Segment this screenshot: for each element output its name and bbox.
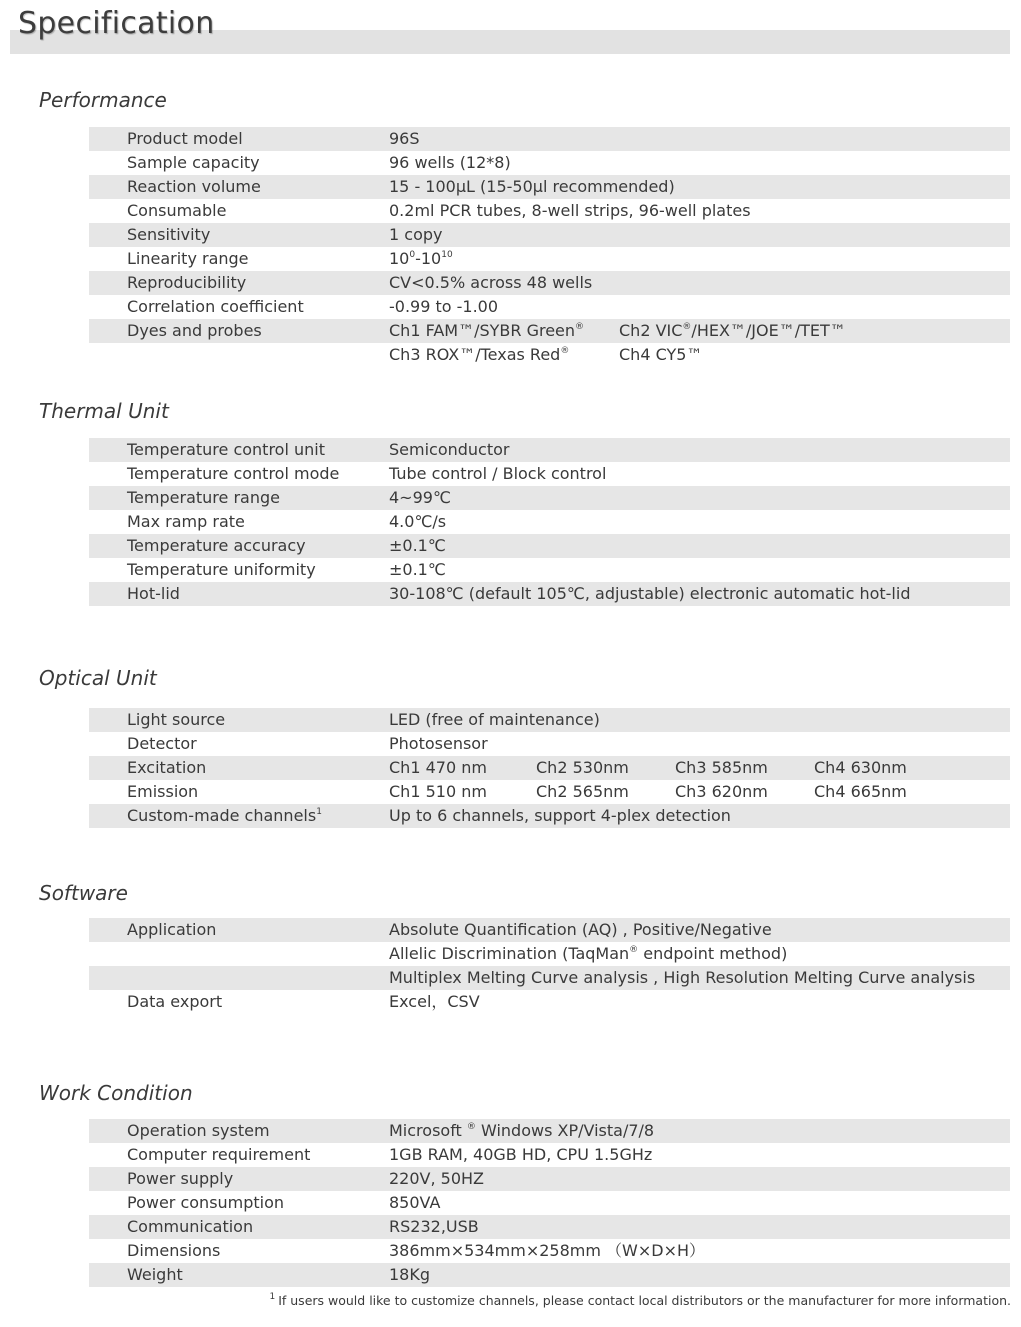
registered-mark: ® — [575, 322, 585, 332]
dye-ch3-text: Ch3 ROX™/Texas Red — [389, 345, 561, 364]
table-row — [89, 1263, 1010, 1287]
row-label: Excitation — [127, 758, 207, 777]
custom-channels-label: Custom-made channels — [127, 806, 317, 825]
row-label: Temperature control unit — [127, 440, 325, 459]
row-label: Computer requirement — [127, 1145, 311, 1164]
table-row — [89, 1143, 1010, 1167]
app-line2-b: endpoint method) — [638, 944, 788, 963]
footnote — [269, 1293, 1011, 1308]
row-value: Absolute Quantification (AQ) , Positive/Negative — [389, 920, 772, 939]
app-line2-a: Allelic Discrimination (TaqMan — [389, 944, 630, 963]
excitation-ch1: Ch1 470 nm — [389, 758, 487, 777]
footnote-text: If users would like to customize channels, please contact local distributors or the manufacturer for more information. — [278, 1293, 1011, 1308]
row-label: Power consumption — [127, 1193, 285, 1212]
row-label: Communication — [127, 1217, 254, 1236]
row-value: 386mm×534mm×258mm （W×D×H） — [389, 1241, 706, 1260]
row-value: ±0.1℃ — [389, 536, 446, 555]
table-row — [89, 271, 1010, 295]
registered-mark: ® — [629, 945, 639, 955]
table-row — [89, 175, 1010, 199]
row-label: Temperature uniformity — [127, 560, 316, 579]
table-row — [89, 295, 1010, 319]
row-value: 850VA — [389, 1193, 441, 1212]
emission-ch4: Ch4 665nm — [814, 782, 907, 801]
row-label: Temperature accuracy — [127, 536, 306, 555]
row-value: -0.99 to -1.00 — [389, 297, 499, 316]
row-value: RS232,USB — [389, 1217, 479, 1236]
linearity-base1: 10 — [389, 249, 410, 268]
registered-mark: ® — [682, 322, 692, 332]
table-row — [89, 804, 1010, 828]
emission-ch3: Ch3 620nm — [675, 782, 768, 801]
software-table — [89, 918, 1010, 1014]
linearity-exp1: 0 — [409, 250, 416, 260]
dye-ch2-text-a: Ch2 VIC — [619, 321, 683, 340]
table-row — [89, 582, 1010, 606]
footnote-mark: 1 — [269, 1292, 276, 1302]
table-row — [89, 510, 1010, 534]
row-value: Tube control / Block control — [389, 464, 607, 483]
row-value: 4.0℃/s — [389, 512, 447, 531]
table-row — [89, 319, 1010, 343]
row-label: Detector — [127, 734, 197, 753]
table-row — [89, 1119, 1010, 1143]
row-label: Temperature control mode — [127, 464, 340, 483]
thermal-table — [89, 438, 1010, 606]
table-row — [89, 918, 1010, 942]
row-value: 1 copy — [389, 225, 443, 244]
linearity-exp2: 10 — [441, 250, 453, 260]
linearity-sep: - — [415, 249, 421, 268]
table-row — [89, 1215, 1010, 1239]
row-value: 220V, 50HZ — [389, 1169, 485, 1188]
table-row — [89, 462, 1010, 486]
table-row — [89, 223, 1010, 247]
row-label: Reaction volume — [127, 177, 261, 196]
table-row — [89, 942, 1010, 966]
row-value: Up to 6 channels, support 4-plex detection — [389, 806, 731, 825]
row-label: Consumable — [127, 201, 227, 220]
section-title-work-condition: Work Condition — [39, 1081, 193, 1105]
row-value — [389, 1119, 654, 1143]
table-row — [89, 151, 1010, 175]
work-condition-table — [89, 1119, 1010, 1287]
dye-ch3 — [389, 343, 569, 367]
row-label: Operation system — [127, 1121, 270, 1140]
emission-ch2: Ch2 565nm — [536, 782, 629, 801]
row-label: Temperature range — [127, 488, 280, 507]
dye-ch1 — [389, 319, 584, 343]
row-value: Photosensor — [389, 734, 488, 753]
row-value: ±0.1℃ — [389, 560, 446, 579]
table-row — [89, 247, 1010, 271]
table-row — [89, 127, 1010, 151]
table-row — [89, 486, 1010, 510]
table-row — [89, 343, 1010, 367]
row-value: LED (free of maintenance) — [389, 710, 600, 729]
row-value: CV<0.5% across 48 wells — [389, 273, 593, 292]
row-label: Data export — [127, 992, 223, 1011]
registered-mark: ® — [466, 1122, 476, 1132]
row-value: 96S — [389, 129, 420, 148]
performance-table — [89, 127, 1010, 367]
dye-ch2 — [619, 319, 846, 343]
row-label: Dyes and probes — [127, 321, 262, 340]
table-row — [89, 966, 1010, 990]
excitation-ch2: Ch2 530nm — [536, 758, 629, 777]
row-value: 18Kg — [389, 1265, 431, 1284]
row-label: Application — [127, 920, 217, 939]
footnote-marker: 1 — [316, 807, 322, 817]
row-label: Sample capacity — [127, 153, 260, 172]
excitation-ch3: Ch3 585nm — [675, 758, 768, 777]
table-row — [89, 558, 1010, 582]
row-value: 4~99℃ — [389, 488, 451, 507]
row-value: Semiconductor — [389, 440, 510, 459]
section-title-optical: Optical Unit — [39, 666, 157, 690]
row-value — [389, 942, 787, 966]
row-value: 30-108℃ (default 105℃, adjustable) electronic automatic hot-lid — [389, 584, 911, 603]
dye-ch4: Ch4 CY5™ — [619, 345, 703, 364]
row-label: Emission — [127, 782, 199, 801]
row-label — [127, 804, 322, 828]
row-value: 1GB RAM, 40GB HD, CPU 1.5GHz — [389, 1145, 653, 1164]
section-title-thermal: Thermal Unit — [39, 399, 169, 423]
table-row — [89, 990, 1010, 1014]
row-label: Sensitivity — [127, 225, 211, 244]
row-label: Hot-lid — [127, 584, 180, 603]
row-label: Power supply — [127, 1169, 234, 1188]
linearity-value — [389, 247, 453, 271]
table-row — [89, 708, 1010, 732]
row-value: 96 wells (12*8) — [389, 153, 511, 172]
row-label: Linearity range — [127, 249, 249, 268]
table-row — [89, 438, 1010, 462]
row-label: Light source — [127, 710, 226, 729]
table-row — [89, 534, 1010, 558]
excitation-ch4: Ch4 630nm — [814, 758, 907, 777]
section-title-software: Software — [39, 881, 128, 905]
optical-table — [89, 708, 1010, 828]
table-row — [89, 199, 1010, 223]
page-title: Specification — [18, 6, 215, 41]
row-label: Weight — [127, 1265, 183, 1284]
row-label: Product model — [127, 129, 243, 148]
section-title-performance: Performance — [39, 88, 167, 112]
table-row — [89, 1191, 1010, 1215]
emission-ch1: Ch1 510 nm — [389, 782, 487, 801]
registered-mark: ® — [560, 346, 570, 356]
row-label: Reproducibility — [127, 273, 247, 292]
dye-ch1-text: Ch1 FAM™/SYBR Green — [389, 321, 576, 340]
linearity-base2: 10 — [420, 249, 442, 268]
row-label: Correlation coefficient — [127, 297, 304, 316]
table-row — [89, 780, 1010, 804]
table-row — [89, 1239, 1010, 1263]
table-row — [89, 1167, 1010, 1191]
row-label: Dimensions — [127, 1241, 221, 1260]
row-value: Excel，CSV — [389, 992, 480, 1011]
os-value-b: Windows XP/Vista/7/8 — [475, 1121, 655, 1140]
row-value: 0.2ml PCR tubes, 8-well strips, 96-well plates — [389, 201, 751, 220]
dye-ch2-text-b: /HEX™/JOE™/TET™ — [691, 321, 846, 340]
row-value: Multiplex Melting Curve analysis , High Resolution Melting Curve analysis — [389, 968, 976, 987]
row-label: Max ramp rate — [127, 512, 245, 531]
table-row — [89, 732, 1010, 756]
row-value: 15 - 100µL (15-50µl recommended) — [389, 177, 675, 196]
os-value-a: Microsoft — [389, 1121, 467, 1140]
table-row — [89, 756, 1010, 780]
